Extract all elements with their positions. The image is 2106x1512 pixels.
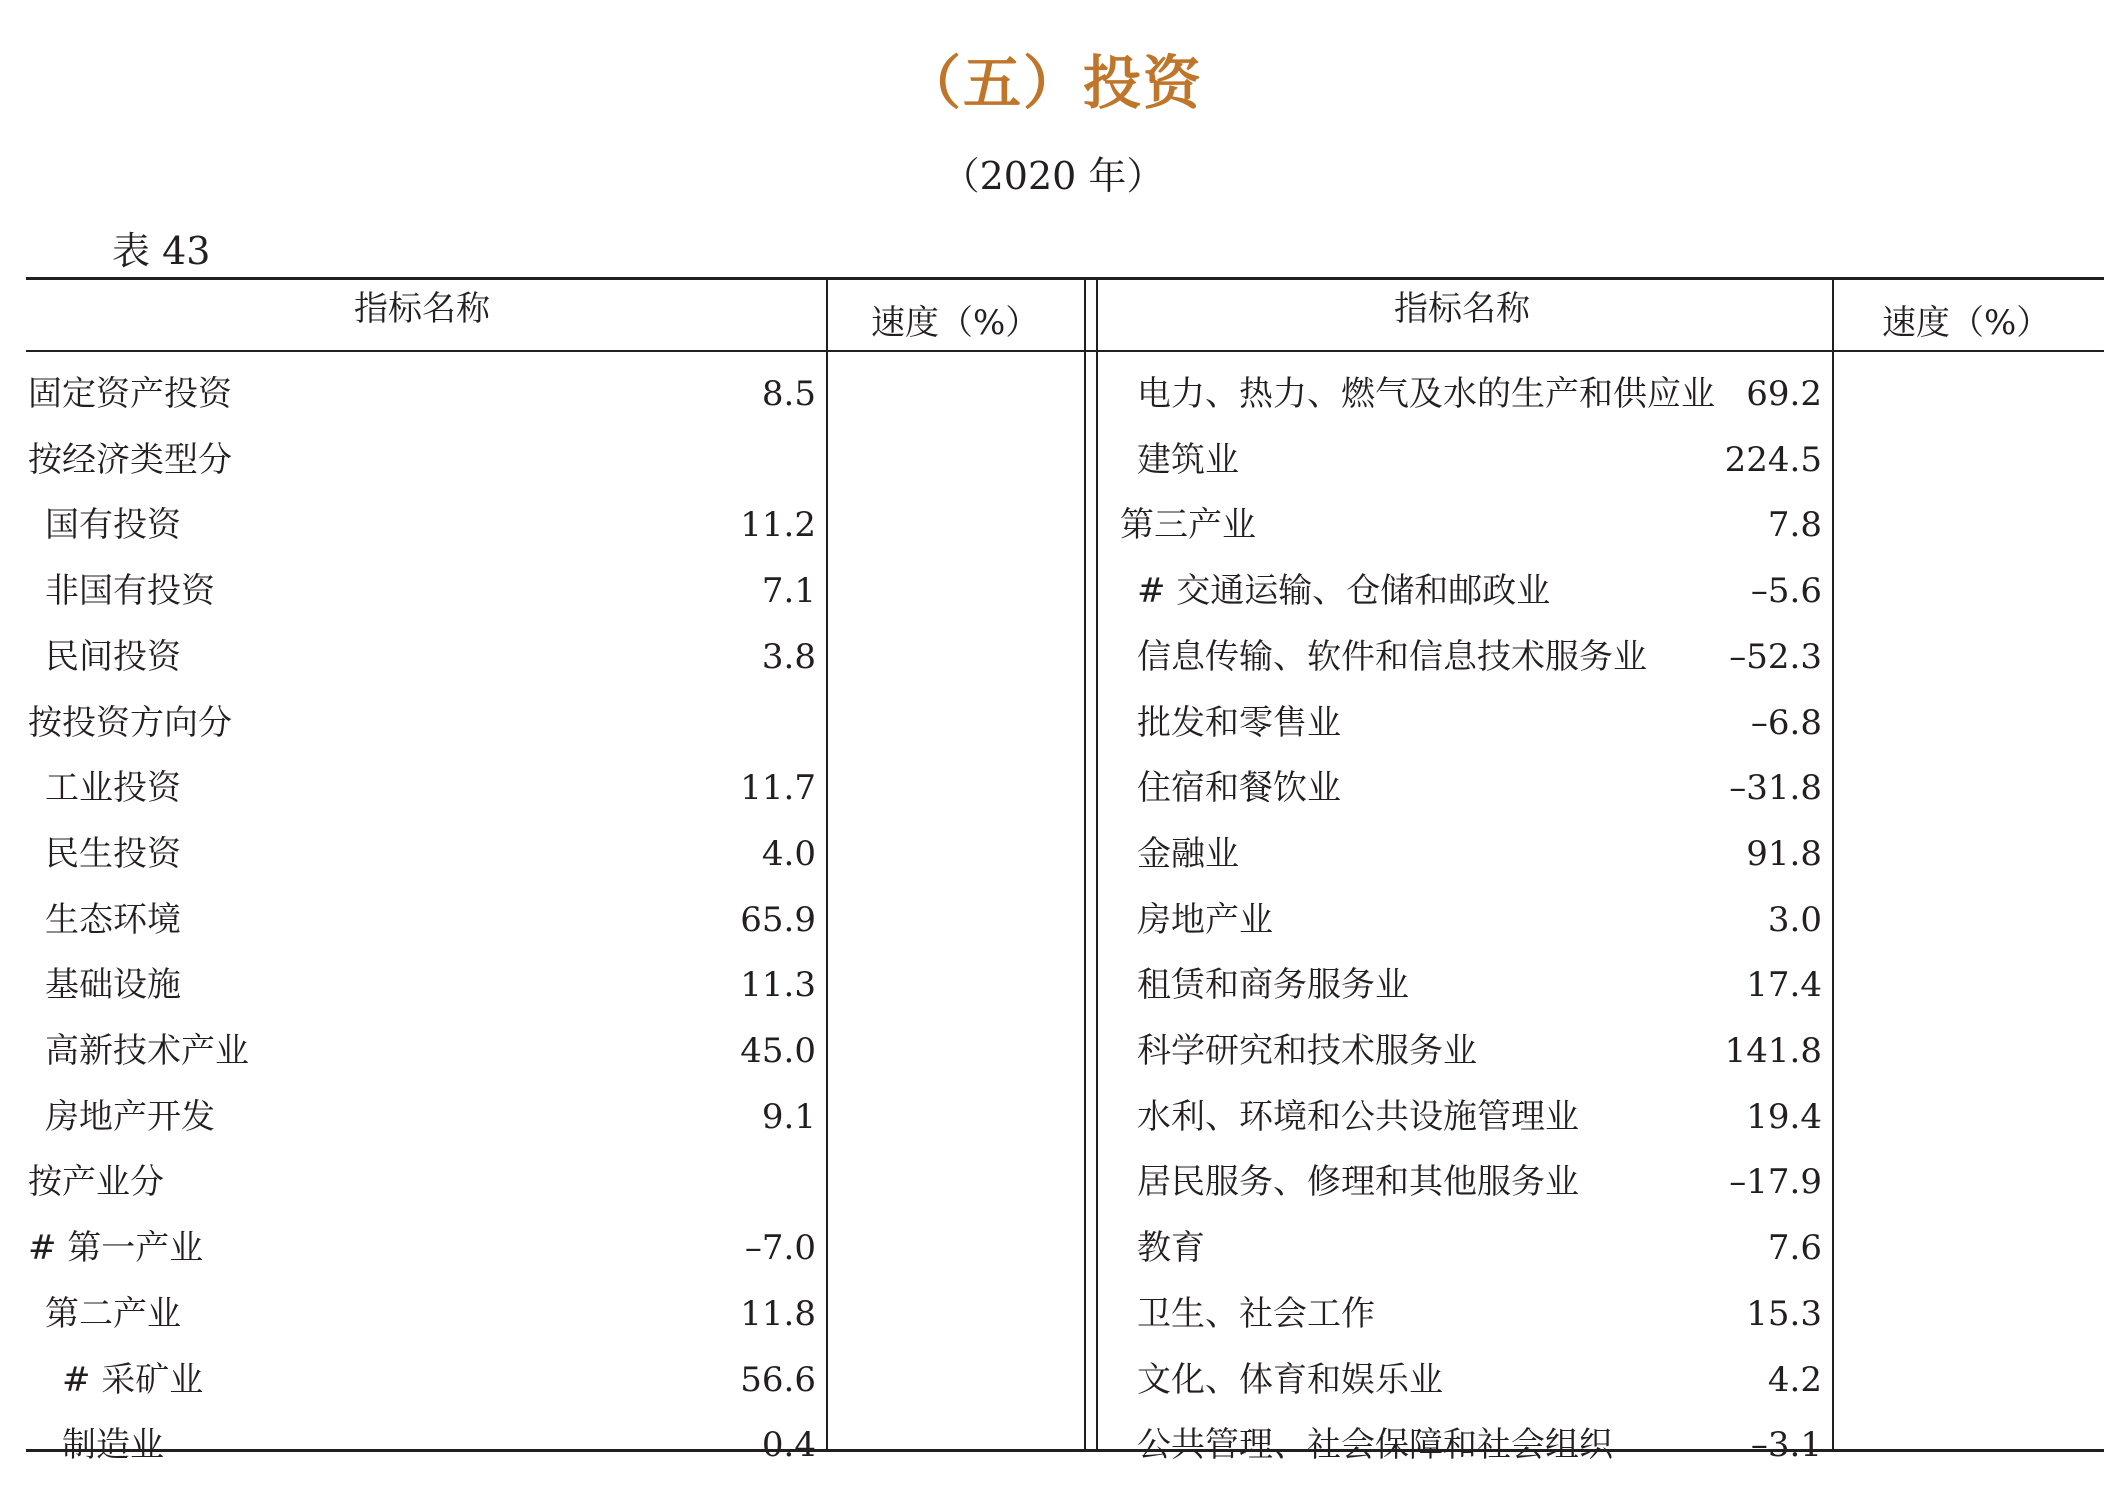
left-row-value: [616, 690, 816, 756]
right-row-name: 住宿和餐饮业: [1137, 768, 1341, 808]
right-row-name: 金融业: [1137, 834, 1239, 874]
column-divider: [1096, 277, 1098, 1452]
left-row-name: 工业投资: [45, 768, 181, 808]
left-row-value: [616, 1149, 816, 1215]
header-name-right: 指标名称: [1394, 289, 1530, 329]
left-row-value: 11.3: [740, 965, 816, 1005]
right-row-name: 公共管理、社会保障和社会组织: [1137, 1425, 1613, 1465]
right-row-name: # 交通运输、仓储和邮政业: [1137, 571, 1551, 611]
left-row-value: 4.0: [761, 834, 816, 874]
right-row-value: –6.8: [1750, 703, 1822, 743]
left-row-name: 按投资方向分: [28, 703, 232, 743]
right-row-value: –3.1: [1750, 1425, 1822, 1465]
right-row-name: 文化、体育和娱乐业: [1137, 1360, 1443, 1400]
left-row-name: 房地产开发: [45, 1097, 215, 1137]
right-row-value: –31.8: [1729, 768, 1822, 808]
left-row-name: # 第一产业: [28, 1228, 204, 1268]
investment-table: [26, 277, 2104, 1465]
left-row-name: 基础设施: [45, 965, 181, 1005]
left-row-value: 11.8: [740, 1294, 816, 1334]
right-row-name: 教育: [1137, 1228, 1205, 1268]
column-divider: [826, 277, 828, 1452]
right-row-name: 租赁和商务服务业: [1137, 965, 1409, 1005]
right-row-value: –52.3: [1729, 637, 1822, 677]
right-row-name: 居民服务、修理和其他服务业: [1137, 1162, 1579, 1202]
right-row-value: 7.8: [1767, 505, 1822, 545]
right-row-name: 水利、环境和公共设施管理业: [1137, 1097, 1579, 1137]
left-row-value: 65.9: [740, 900, 816, 940]
right-row-name: 批发和零售业: [1137, 703, 1341, 743]
right-row-name: 科学研究和技术服务业: [1137, 1031, 1477, 1071]
left-row-name: 第二产业: [45, 1294, 181, 1334]
left-row-value: 9.1: [761, 1097, 816, 1137]
page-title: （五）投资: [902, 49, 1203, 117]
header-speed-left: 速度（%）: [871, 303, 1040, 343]
left-row-value: 11.2: [740, 505, 816, 545]
table-label: 表 43: [112, 229, 211, 273]
right-row-name: 建筑业: [1137, 440, 1239, 480]
left-row-name: 非国有投资: [45, 571, 215, 611]
right-row-value: 91.8: [1746, 834, 1822, 874]
right-row-value: 17.4: [1746, 965, 1822, 1005]
right-row-value: 7.6: [1767, 1228, 1822, 1268]
right-row-value: –17.9: [1729, 1162, 1822, 1202]
right-row-value: 69.2: [1746, 374, 1822, 414]
right-row-name: 房地产业: [1137, 900, 1273, 940]
left-row-name: 制造业: [62, 1425, 164, 1465]
header-speed-right: 速度（%）: [1882, 303, 2051, 343]
left-row-value: 45.0: [740, 1031, 816, 1071]
right-row-value: –5.6: [1750, 571, 1822, 611]
page-subtitle: （2020 年）: [941, 154, 1165, 198]
left-row-name: # 采矿业: [62, 1360, 204, 1400]
right-row-name: 信息传输、软件和信息技术服务业: [1137, 637, 1647, 677]
right-row-value: 141.8: [1724, 1031, 1822, 1071]
left-row-name: 按产业分: [28, 1162, 164, 1202]
left-row-value: 0.4: [761, 1425, 816, 1465]
left-row-name: 生态环境: [45, 900, 181, 940]
right-row-value: 15.3: [1746, 1294, 1822, 1334]
right-row-value: 19.4: [1746, 1097, 1822, 1137]
left-row-name: 民生投资: [45, 834, 181, 874]
table-top-rule: [26, 277, 2104, 280]
right-row-name: 第三产业: [1120, 505, 1256, 545]
right-row-value: 224.5: [1724, 440, 1822, 480]
left-row-value: 56.6: [740, 1360, 816, 1400]
left-row-name: 按经济类型分: [28, 440, 232, 480]
left-row-name: 高新技术产业: [45, 1031, 249, 1071]
left-row-value: 3.8: [761, 637, 816, 677]
left-row-value: 8.5: [761, 374, 816, 414]
left-row-value: 11.7: [740, 768, 816, 808]
left-row-value: –7.0: [744, 1228, 816, 1268]
right-row-value: 4.2: [1767, 1360, 1822, 1400]
left-row-name: 固定资产投资: [28, 374, 232, 414]
left-row-value: 7.1: [761, 571, 816, 611]
right-row-name: 电力、热力、燃气及水的生产和供应业: [1137, 374, 1715, 414]
table-header-rule: [26, 350, 2104, 352]
column-divider: [1832, 277, 1834, 1452]
left-row-name: 国有投资: [45, 505, 181, 545]
left-row-value: [616, 427, 816, 493]
right-row-value: 3.0: [1767, 900, 1822, 940]
right-row-name: 卫生、社会工作: [1137, 1294, 1375, 1334]
column-divider: [1084, 277, 1086, 1452]
left-row-name: 民间投资: [45, 637, 181, 677]
header-name-left: 指标名称: [354, 289, 490, 329]
